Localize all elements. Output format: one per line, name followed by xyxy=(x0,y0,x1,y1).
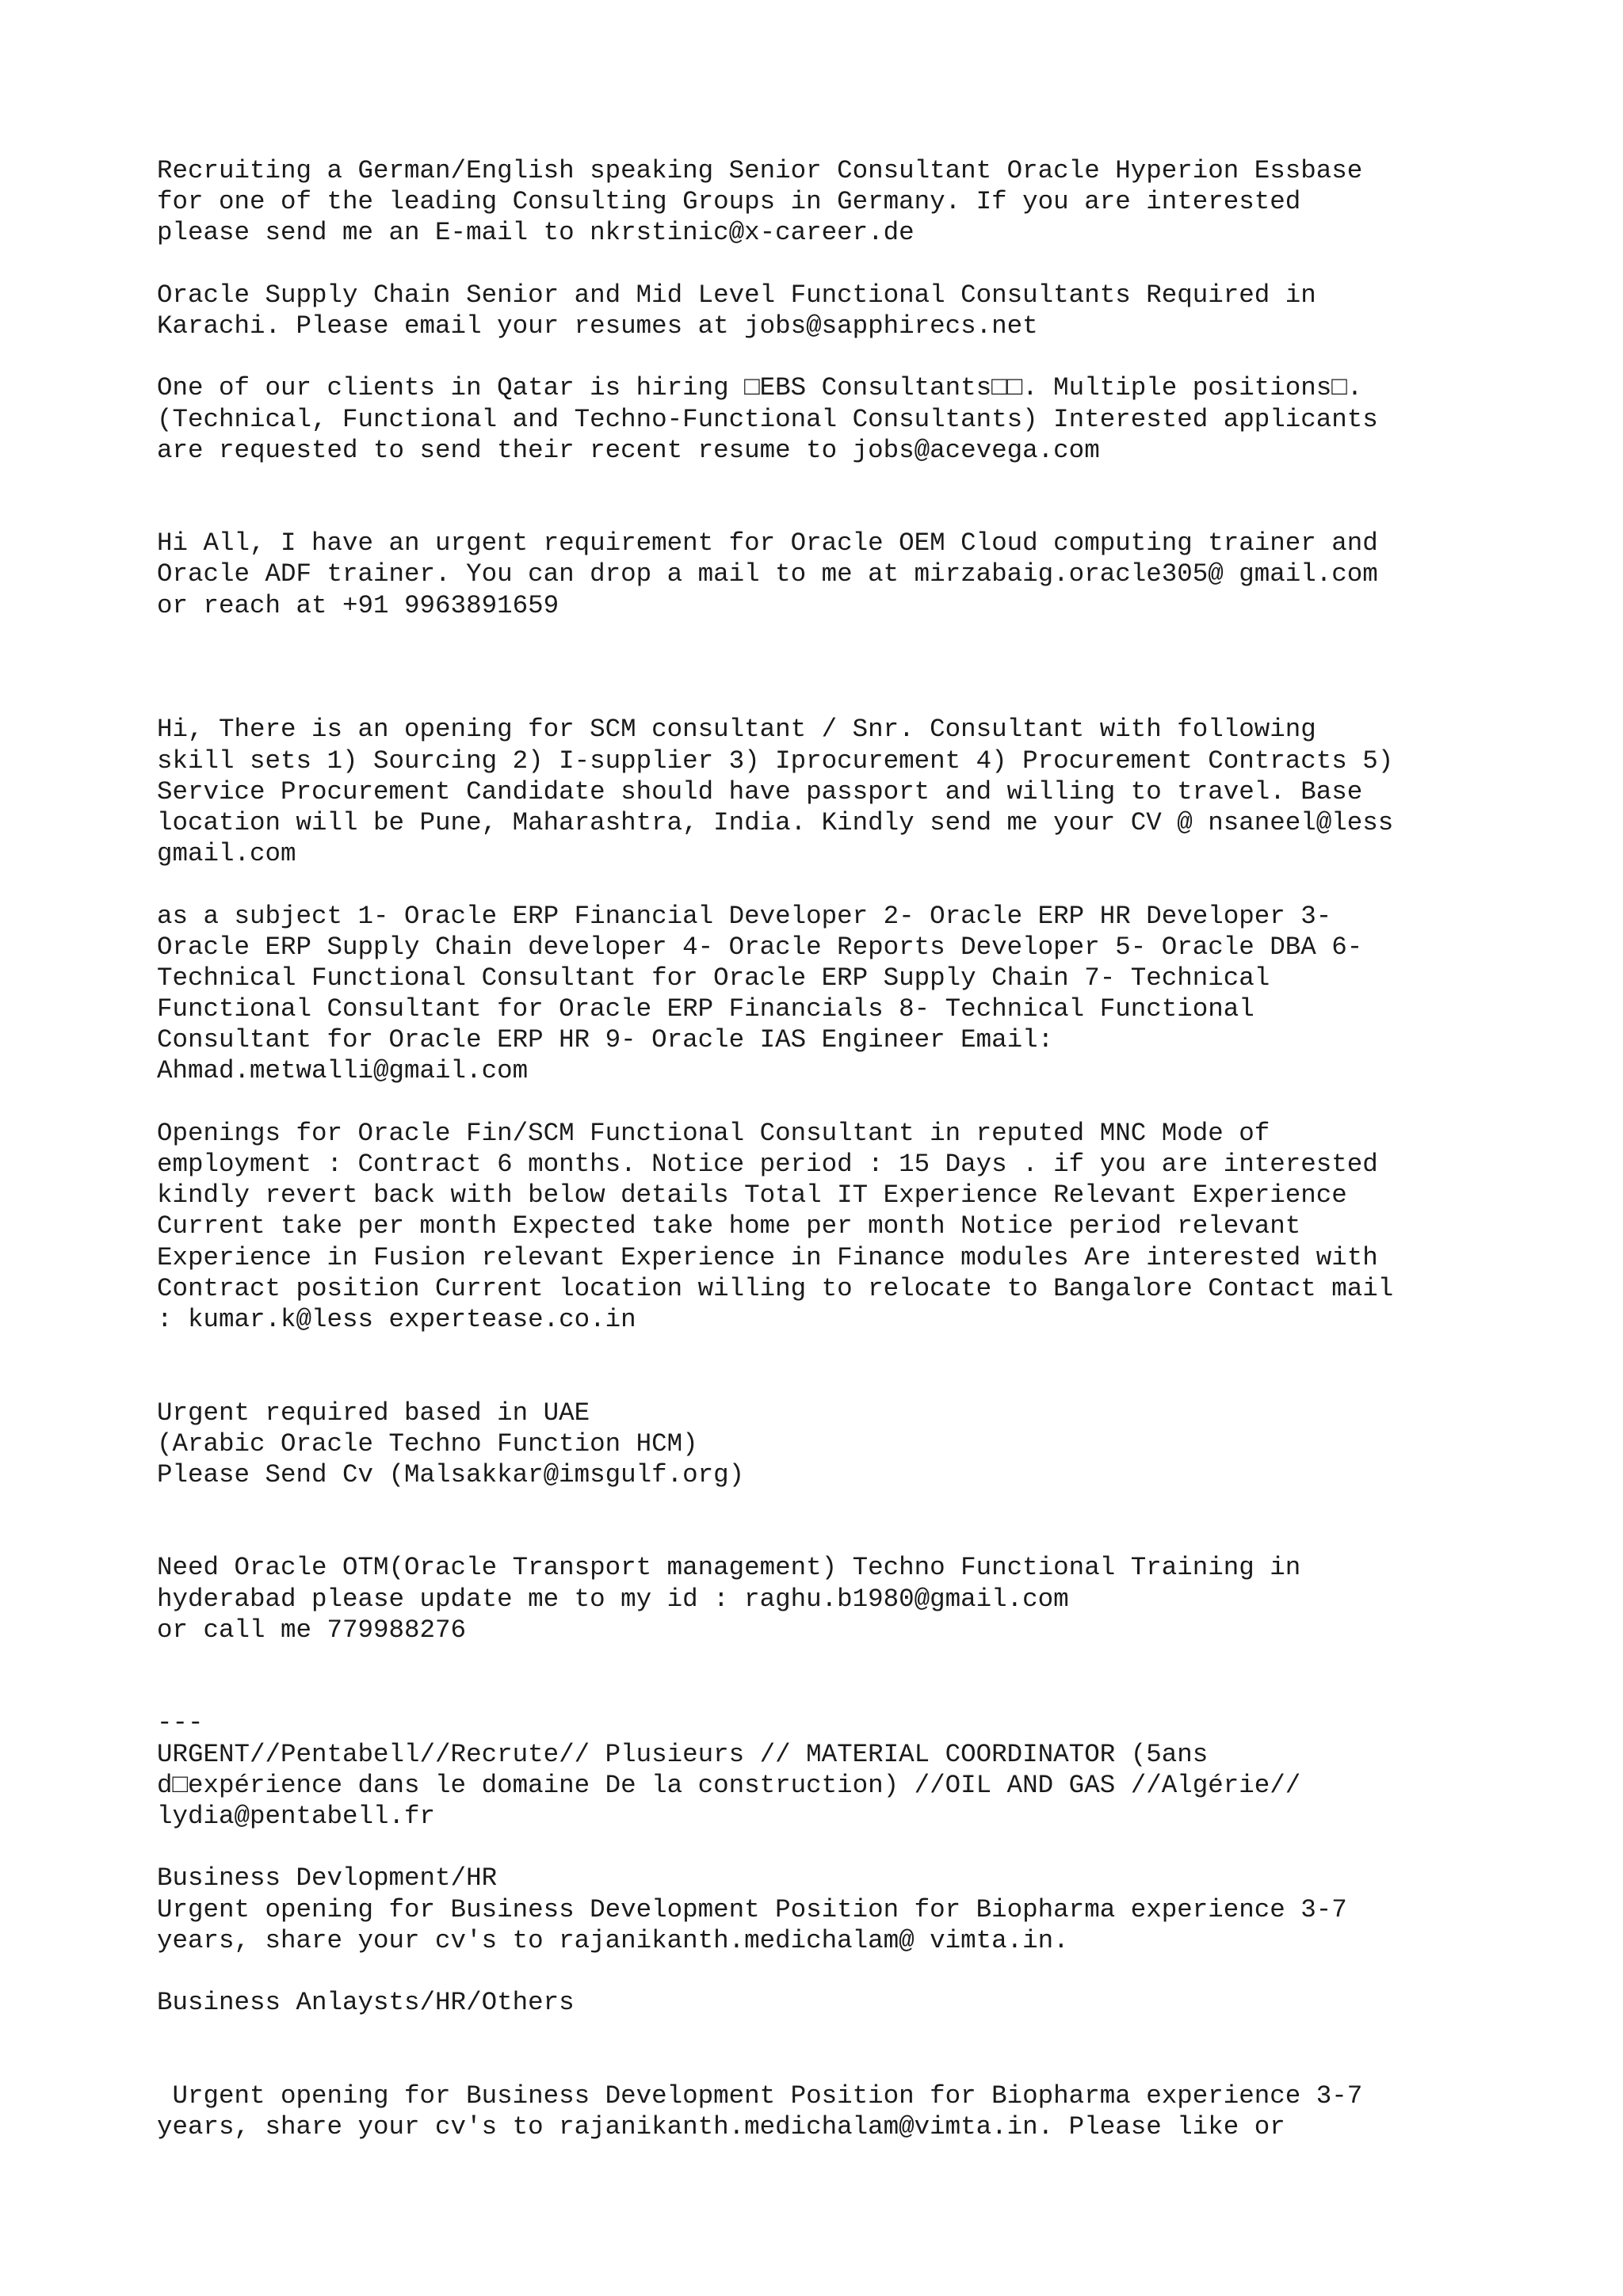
text-line: : kumar.k@less expertease.co.in xyxy=(157,1304,636,1334)
text-line: Recruiting a German/English speaking Senior Consultant Oracle Hyperion Essbase xyxy=(157,156,1363,185)
text-line: Hi, There is an opening for SCM consultant / Snr. Consultant with following xyxy=(157,715,1316,745)
text-line: (Technical, Functional and Techno-Functional Consultants) Interested applicants xyxy=(157,404,1378,434)
text-line: Consultant for Oracle ERP HR 9- Oracle IAS Engineer Email: xyxy=(157,1025,1054,1055)
text-line: employment : Contract 6 months. Notice period : 15 Days . if you are interested xyxy=(157,1150,1378,1179)
blank-line xyxy=(157,1646,1520,1676)
text-line: kindly revert back with below details Total IT Experience Relevant Experience xyxy=(157,1180,1347,1211)
text-line: Current take per month Expected take home per month Notice period relevant xyxy=(157,1211,1301,1241)
text-line: or reach at +91 9963891659 xyxy=(157,590,559,620)
blank-line xyxy=(157,497,1520,528)
text-line: Ahmad.metwalli@gmail.com xyxy=(157,1056,529,1086)
text-line: as a subject 1- Oracle ERP Financial Developer 2- Oracle ERP HR Developer 3- xyxy=(157,901,1332,931)
text-line: years, share your cv's to rajanikanth.medichalam@vimta.in. Please like or xyxy=(157,2111,1285,2142)
text-line: or call me 779988276 xyxy=(157,1615,467,1645)
blank-line xyxy=(157,1676,1520,1707)
blank-line xyxy=(157,249,1520,280)
blank-line xyxy=(157,1521,1520,1552)
text-line: Business Devlopment/HR xyxy=(157,1863,498,1894)
text-line: Technical Functional Consultant for Oracle ERP Supply Chain 7- Technical xyxy=(157,963,1270,993)
text-line: --- xyxy=(157,1708,204,1738)
text-line: Need Oracle OTM(Oracle Transport management) Techno Functional Training in xyxy=(157,1553,1301,1583)
text-line: Contract position Current location willing to relocate to Bangalore Contact mail xyxy=(157,1273,1394,1303)
blank-line xyxy=(157,621,1520,652)
blank-line xyxy=(157,1490,1520,1521)
text-line: Business Anlaysts/HR/Others xyxy=(157,1988,575,2018)
text-line: hyderabad please update me to my id : raghu.b1980@gmail.com xyxy=(157,1584,1069,1614)
text-line: One of our clients in Qatar is hiring □EBS Consultants□□. Multiple positions□. xyxy=(157,373,1363,403)
text-line: Oracle Supply Chain Senior and Mid Level Functional Consultants Required in xyxy=(157,280,1316,310)
text-line: Openings for Oracle Fin/SCM Functional Consultant in reputed MNC Mode of xyxy=(157,1118,1270,1148)
blank-line xyxy=(157,683,1520,714)
text-line: Experience in Fusion relevant Experience in Finance modules Are interested with xyxy=(157,1242,1378,1272)
text-line: Karachi. Please email your resumes at jobs@sapphirecs.net xyxy=(157,311,1038,341)
text-line: Oracle ERP Supply Chain developer 4- Oracle Reports Developer 5- Oracle DBA 6- xyxy=(157,932,1363,962)
text-line: Urgent opening for Business Development Position for Biopharma experience 3-7 xyxy=(157,1894,1347,1924)
text-line: location will be Pune, Maharashtra, India. Kindly send me your CV @ nsaneel@less xyxy=(157,807,1394,837)
text-line: Urgent required based in UAE xyxy=(157,1398,590,1428)
text-line: Urgent opening for Business Development Position for Biopharma experience 3-7 xyxy=(157,2081,1363,2111)
blank-line xyxy=(157,1832,1520,1863)
text-line: Functional Consultant for Oracle ERP Financials 8- Technical Functional xyxy=(157,994,1254,1024)
blank-line xyxy=(157,1956,1520,1987)
document-page xyxy=(157,155,1520,2142)
blank-line xyxy=(157,1335,1520,1366)
text-line: skill sets 1) Sourcing 2) I-supplier 3) Iprocurement 4) Procurement Contracts 5) xyxy=(157,746,1394,776)
text-line: Please Send Cv (Malsakkar@imsgulf.org) xyxy=(157,1459,745,1489)
text-line: URGENT//Pentabell//Recrute// Plusieurs // MATERIAL COORDINATOR (5ans xyxy=(157,1739,1209,1769)
text-line: lydia@pentabell.fr xyxy=(157,1801,436,1831)
blank-line xyxy=(157,2018,1520,2049)
text-line: d□expérience dans le domaine De la construction) //OIL AND GAS //Algérie// xyxy=(157,1770,1301,1800)
blank-line xyxy=(157,652,1520,683)
blank-line xyxy=(157,1366,1520,1397)
text-line: please send me an E-mail to nkrstinic@x-career.de xyxy=(157,218,915,248)
text-line: Hi All, I have an urgent requirement for Oracle OEM Cloud computing trainer and xyxy=(157,528,1378,559)
text-line: Oracle ADF trainer. You can drop a mail to me at mirzabaig.oracle305@ gmail.com xyxy=(157,559,1378,589)
text-line: years, share your cv's to rajanikanth.medichalam@ vimta.in. xyxy=(157,1925,1069,1955)
text-line: are requested to send their recent resume to jobs@acevega.com xyxy=(157,435,1100,465)
text-line: (Arabic Oracle Techno Function HCM) xyxy=(157,1428,698,1459)
blank-line xyxy=(157,466,1520,497)
blank-line xyxy=(157,341,1520,372)
text-line: Service Procurement Candidate should have passport and willing to travel. Base xyxy=(157,776,1363,807)
blank-line xyxy=(157,869,1520,900)
blank-line xyxy=(157,2049,1520,2080)
text-line: for one of the leading Consulting Groups in Germany. If you are interested xyxy=(157,187,1301,217)
text-line: gmail.com xyxy=(157,839,296,869)
blank-line xyxy=(157,1087,1520,1118)
